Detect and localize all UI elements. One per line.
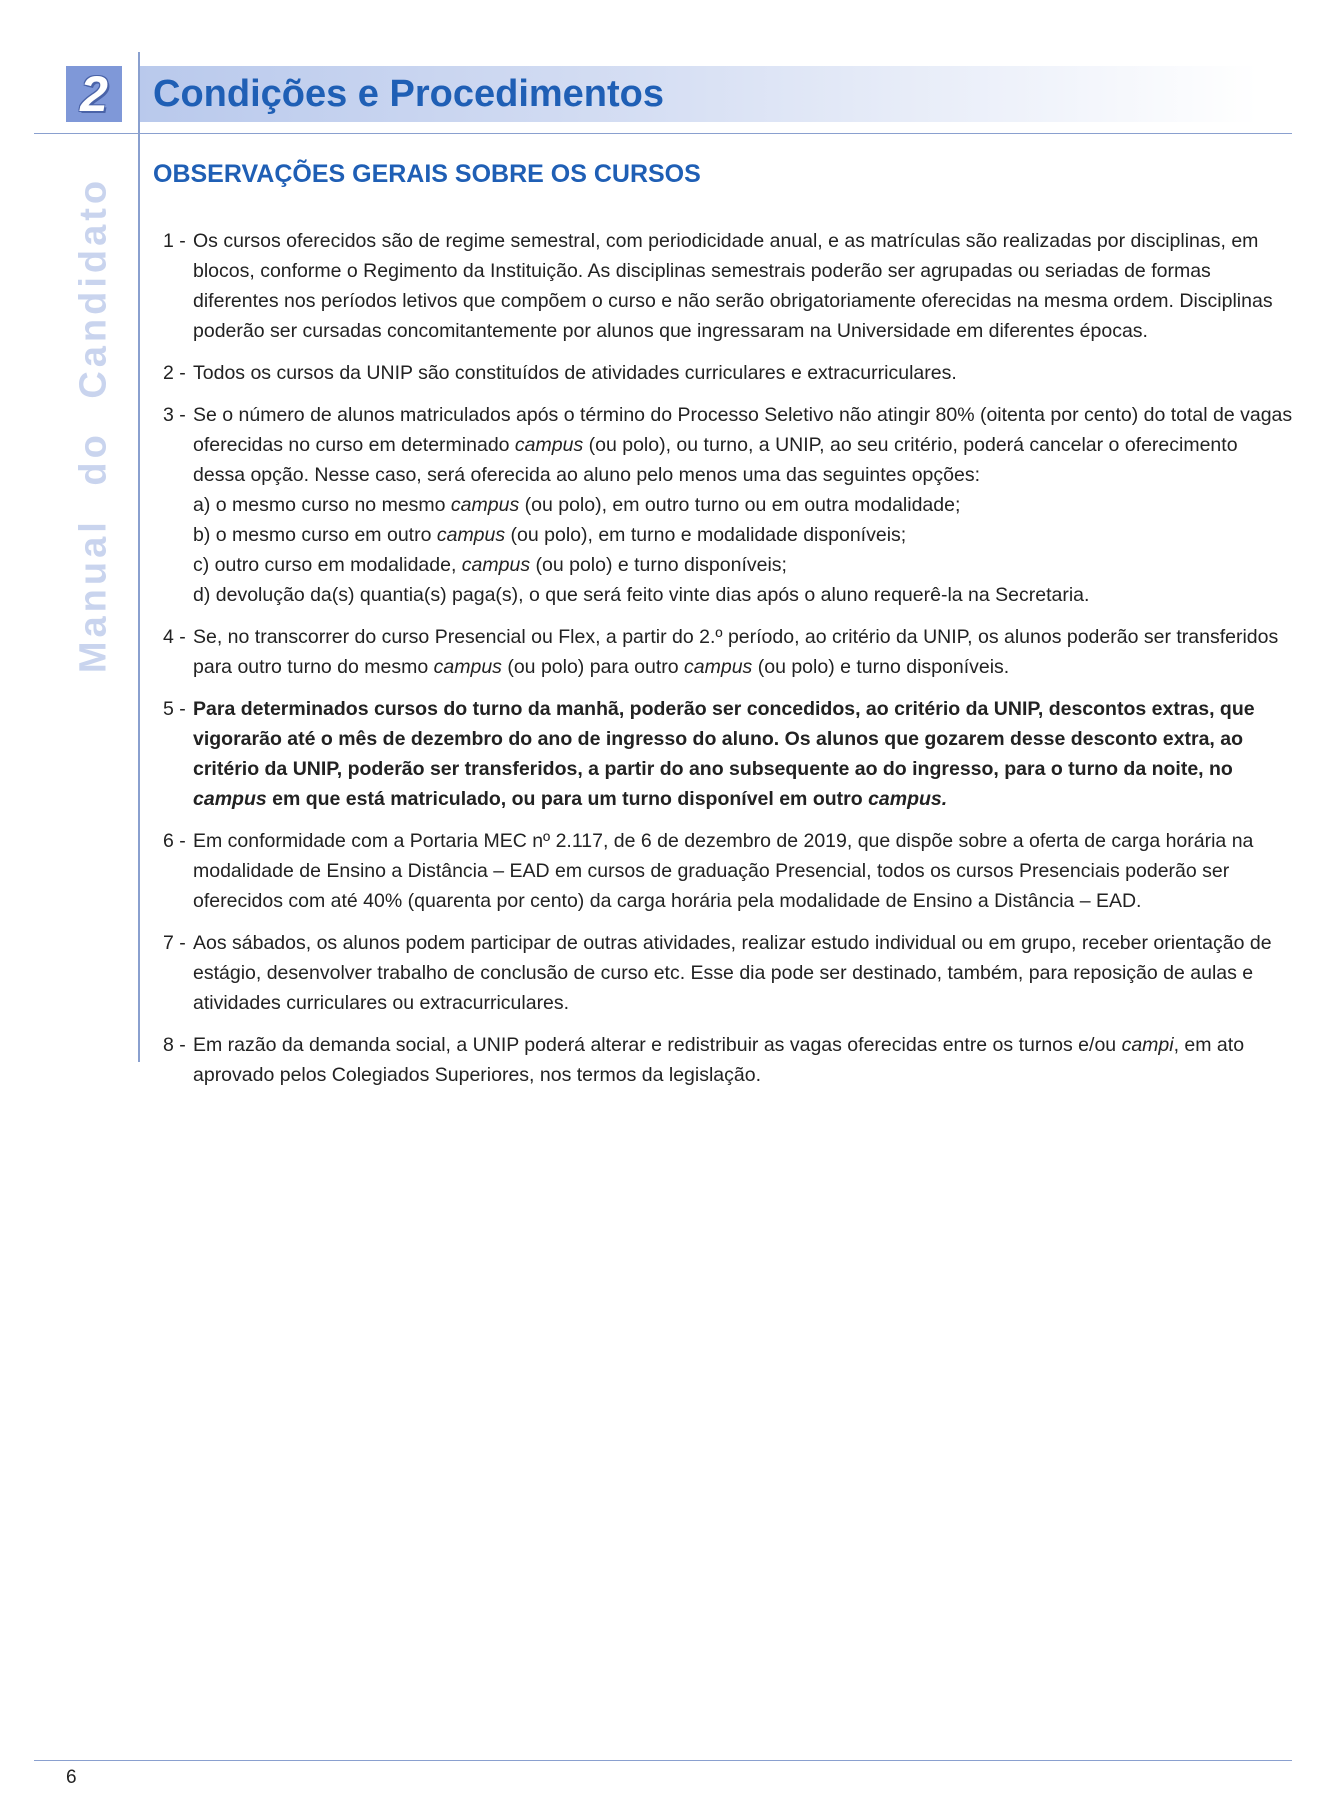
- observations-list: [163, 226, 1293, 1102]
- item-text-part: (ou polo), ou turno, a UNIP, ao seu critério, poderá cancelar o oferecimento dessa opção. Nesse caso, será oferecida ao aluno pelo menos uma das seguintes opções:: [193, 434, 1238, 486]
- sub-option-c: [193, 550, 1293, 580]
- italic-term: campus: [193, 788, 267, 810]
- header-rule: [34, 133, 1292, 134]
- chapter-number: 2: [80, 66, 108, 122]
- list-item: [163, 928, 1293, 1018]
- italic-term: campus.: [868, 788, 948, 810]
- chapter-number-box: [66, 66, 122, 122]
- item-number: 1 -: [163, 230, 186, 252]
- sub-text: (ou polo), em outro turno ou em outra modalidade;: [519, 494, 961, 516]
- item-number: 2 -: [163, 362, 186, 384]
- item-text-part: (ou polo) para outro: [501, 656, 685, 678]
- item-text: [193, 404, 1292, 486]
- item-number: 3 -: [163, 404, 186, 426]
- item-text-part: em que está matriculado, ou para um turno disponível em outro: [266, 788, 869, 810]
- item-text: [193, 626, 1278, 678]
- sub-text: (ou polo) e turno disponíveis;: [530, 554, 787, 576]
- vertical-divider: [138, 52, 140, 1062]
- item-text: Os cursos oferecidos são de regime semestral, com periodicidade anual, e as matrículas são realizadas por disciplinas, em blocos, conforme o Regimento da Instituição. As disciplinas semestrais poderão ser agrupadas ou seriadas de formas diferentes nos períodos letivos que compõem o curso e não serão obrigatoriamente oferecidas na mesma ordem. Disciplinas poderão ser cursadas concomitantemente por alunos que ingressaram na Universidade em diferentes épocas.: [193, 230, 1273, 342]
- italic-term: campi: [1121, 1034, 1174, 1056]
- list-item: [163, 826, 1293, 916]
- list-item: [163, 226, 1293, 346]
- list-item: [163, 622, 1293, 682]
- item-text-part: (ou polo) e turno disponíveis.: [752, 656, 1010, 678]
- item-number: 6 -: [163, 830, 186, 852]
- item-text-part: , em ato aprovado pelos Colegiados Superiores, nos termos da legislação.: [193, 1034, 1245, 1086]
- list-item: [163, 1030, 1293, 1090]
- sub-text: b) o mesmo curso em outro: [193, 524, 437, 546]
- sub-text: a) o mesmo curso no mesmo: [193, 494, 451, 516]
- item-number: 5 -: [163, 698, 186, 720]
- italic-term: campus: [436, 524, 506, 546]
- italic-term: campus: [461, 554, 531, 576]
- list-item: [163, 400, 1293, 610]
- list-item: [163, 694, 1293, 814]
- item-text-part: Para determinados cursos do turno da manhã, poderão ser concedidos, ao critério da UNIP, descontos extras, que vigorarão até o mês de dezembro do ano de ingresso do aluno. Os alunos que gozarem desse desconto extra, ao critério da UNIP, poderão ser transferidos, a partir do ano subsequente ao do ingresso, para o turno da noite, no: [193, 698, 1255, 780]
- item-text-part: Se o número de alunos matriculados após o término do Processo Seletivo não atingir 80% (oitenta por cento) do total de vagas oferecidas no curso em determinado: [193, 404, 1293, 456]
- sidebar-label: Manual do Candidato: [72, 176, 115, 674]
- sub-option-d: d) devolução da(s) quantia(s) paga(s), o que será feito vinte dias após o aluno requerê-la na Secretaria.: [193, 584, 1090, 606]
- sub-option-a: [193, 490, 1293, 520]
- item-text-part: Em razão da demanda social, a UNIP poderá alterar e redistribuir as vagas oferecidas entre os turnos e/ou: [193, 1034, 1122, 1056]
- sub-text: (ou polo), em turno e modalidade disponíveis;: [505, 524, 907, 546]
- sub-text: c) outro curso em modalidade,: [193, 554, 462, 576]
- item-number: 7 -: [163, 932, 186, 954]
- item-text: Todos os cursos da UNIP são constituídos de atividades curriculares e extracurriculares.: [193, 362, 957, 384]
- sub-option-b: [193, 520, 1293, 550]
- item-text: Em conformidade com a Portaria MEC nº 2.117, de 6 de dezembro de 2019, que dispõe sobre a oferta de carga horária na modalidade de Ensino a Distância – EAD em cursos de graduação Presencial, todos os cursos Presenciais poderão ser oferecidos com até 40% (quarenta por cento) da carga horária pela modalidade de Ensino a Distância – EAD.: [193, 830, 1254, 912]
- item-text: [193, 1034, 1244, 1086]
- item-number: 4 -: [163, 626, 186, 648]
- item-number: 8 -: [163, 1034, 186, 1056]
- italic-term: campus: [433, 656, 502, 678]
- item-text-part: Se, no transcorrer do curso Presencial ou Flex, a partir do 2.º período, ao critério da UNIP, os alunos poderão ser transferidos para outro turno do mesmo: [193, 626, 1279, 678]
- italic-term: campus: [514, 434, 584, 456]
- chapter-title: Condições e Procedimentos: [153, 73, 665, 115]
- footer-rule: [34, 1760, 1292, 1761]
- item-text: [193, 698, 1255, 810]
- italic-term: campus: [684, 656, 753, 678]
- page-number: 6: [66, 1767, 77, 1788]
- item-text: Aos sábados, os alunos podem participar de outras atividades, realizar estudo individual ou em grupo, receber orientação de estágio, desenvolver trabalho de conclusão de curso etc. Esse dia pode ser destinado, também, para reposição de aulas e atividades curriculares ou extracurriculares.: [193, 932, 1272, 1014]
- section-heading: OBSERVAÇÕES GERAIS SOBRE OS CURSOS: [153, 160, 701, 188]
- list-item: [163, 358, 1293, 388]
- italic-term: campus: [450, 494, 520, 516]
